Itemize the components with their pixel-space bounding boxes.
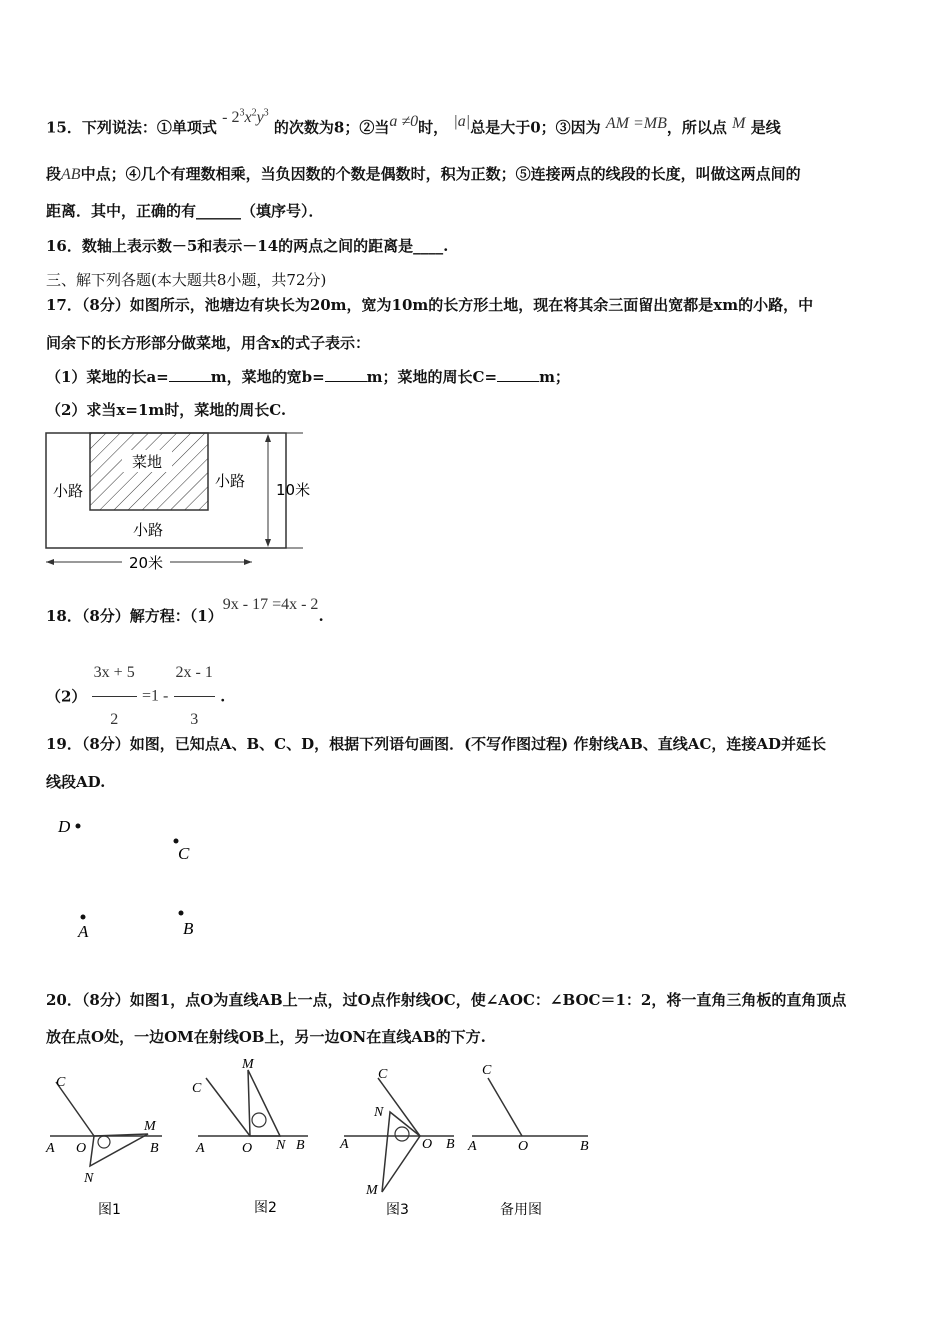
q17-line1: 17．（8分）如图所示，池塘边有块长为20m，宽为10m的长方形土地，现在将其余三面留出宽都是xm的小路，中 (46, 296, 814, 314)
caption-1: 图1 (98, 1202, 121, 1218)
absolute-value-expr: |a| (453, 113, 471, 131)
svg-text:B: B (296, 1138, 305, 1153)
fraction-2: $\frac{2x - 1}{3}$ (174, 650, 215, 743)
point-c-label: C (178, 844, 190, 863)
svg-text:B: B (150, 1141, 159, 1156)
points-figure (40, 808, 240, 943)
monomial: - $2^3x^2y^3$ (222, 108, 269, 127)
svg-text:C: C (192, 1081, 202, 1096)
svg-text:O: O (76, 1141, 87, 1156)
q17-part1: （1）菜地的长a= m，菜地的宽b= m；菜地的周长C= m； (46, 368, 570, 386)
equation-1: 9x - 17 =4x - 2 (222, 596, 319, 613)
point-b (179, 911, 184, 916)
svg-text:N: N (276, 1138, 286, 1153)
q19-line1: 19．（8分）如图，已知点A、B、C、D，根据下列语句画图．(不写作图过程) 作射线AB、直线AC，连接AD并延长 (46, 735, 827, 753)
equality-expr: AM =MB (605, 115, 667, 133)
svg-text:M: M (366, 1183, 378, 1198)
svg-text:B: B (446, 1137, 455, 1152)
q17-part2: （2）求当x=1m时，菜地的周长C. (46, 401, 287, 419)
q19-line2: 线段AD. (46, 773, 106, 791)
height-label: 10米 (276, 481, 310, 499)
path-right-label: 小路 (214, 472, 246, 490)
caption-2: 图2 (254, 1200, 277, 1216)
condition-expr: a ≠0 (389, 113, 419, 131)
svg-text:A: A (46, 1141, 55, 1156)
q17-line2: 间余下的长方形部分做菜地，用含x的式子表示： (46, 334, 370, 352)
q20-line1: 20．（8分）如图1，点O为直线AB上一点，过O点作射线OC，使∠AOC：∠BOC＝1：2，将一直角三角板的直角顶点 (46, 991, 847, 1009)
point-d (76, 824, 81, 829)
svg-text:A: A (196, 1141, 205, 1156)
figure-3 (334, 1058, 464, 1223)
section-heading: 三、解下列各题(本大题共8小题，共72分) (46, 271, 327, 289)
q15-number: 15． (46, 118, 82, 137)
svg-text:C: C (56, 1075, 66, 1090)
svg-text:C: C (482, 1063, 492, 1078)
q15-line1: 15．下列说法：①单项式 - $2^3x^2y^3$ 的次数为8；②当a ≠0时， |a|总是大于0；③因为 AM =MB，所以点 M 是线 (46, 108, 781, 137)
figure-2 (188, 1052, 318, 1217)
q15-line3: 距离．其中，正确的有______（填序号）． (46, 202, 324, 220)
svg-text:M: M (144, 1119, 156, 1134)
caption-3: 图3 (386, 1202, 409, 1218)
point-a-label: A (78, 922, 89, 941)
svg-text:A: A (468, 1139, 477, 1154)
svg-text:M: M (242, 1057, 254, 1072)
q18-line1: 18．（8分）解方程：（1）9x - 17 =4x - 2. (46, 596, 324, 625)
caption-backup: 备用图 (500, 1202, 542, 1218)
fraction-1: $\frac{3x + 5}{2}$ (92, 650, 137, 743)
svg-text:B: B (580, 1139, 589, 1154)
svg-text:N: N (374, 1105, 384, 1120)
garden-figure (40, 428, 310, 576)
q18-line2: （2） $\frac{3x + 5}{2}$ =1 - $\frac{2x - 1}{3}$ . (46, 650, 225, 696)
point-d-label: D (58, 817, 71, 836)
svg-text:O: O (518, 1139, 529, 1154)
svg-text:C: C (378, 1067, 388, 1082)
garden-label: 菜地 (131, 453, 163, 471)
svg-text:O: O (422, 1137, 433, 1152)
point-b-label: B (183, 919, 194, 938)
svg-text:O: O (242, 1141, 253, 1156)
figure-1 (40, 1058, 170, 1223)
point-c (174, 839, 179, 844)
svg-text:A: A (340, 1137, 349, 1152)
svg-text:N: N (84, 1171, 94, 1186)
q15-line2: 段AB中点；④几个有理数相乘，当负因数的个数是偶数时，积为正数；⑤连接两点的线段的长度，叫做这两点间的 (46, 165, 801, 183)
path-bottom-label: 小路 (132, 521, 164, 539)
path-left-label: 小路 (52, 482, 84, 500)
q16: 16．数轴上表示数－5和表示－14的两点之间的距离是____. (46, 237, 449, 255)
width-label: 20米 (128, 554, 164, 572)
point-a (81, 915, 86, 920)
q20-line2: 放在点O处，一边OM在射线OB上，另一边ON在直线AB的下方. (46, 1028, 486, 1046)
figure-backup (464, 1058, 599, 1223)
